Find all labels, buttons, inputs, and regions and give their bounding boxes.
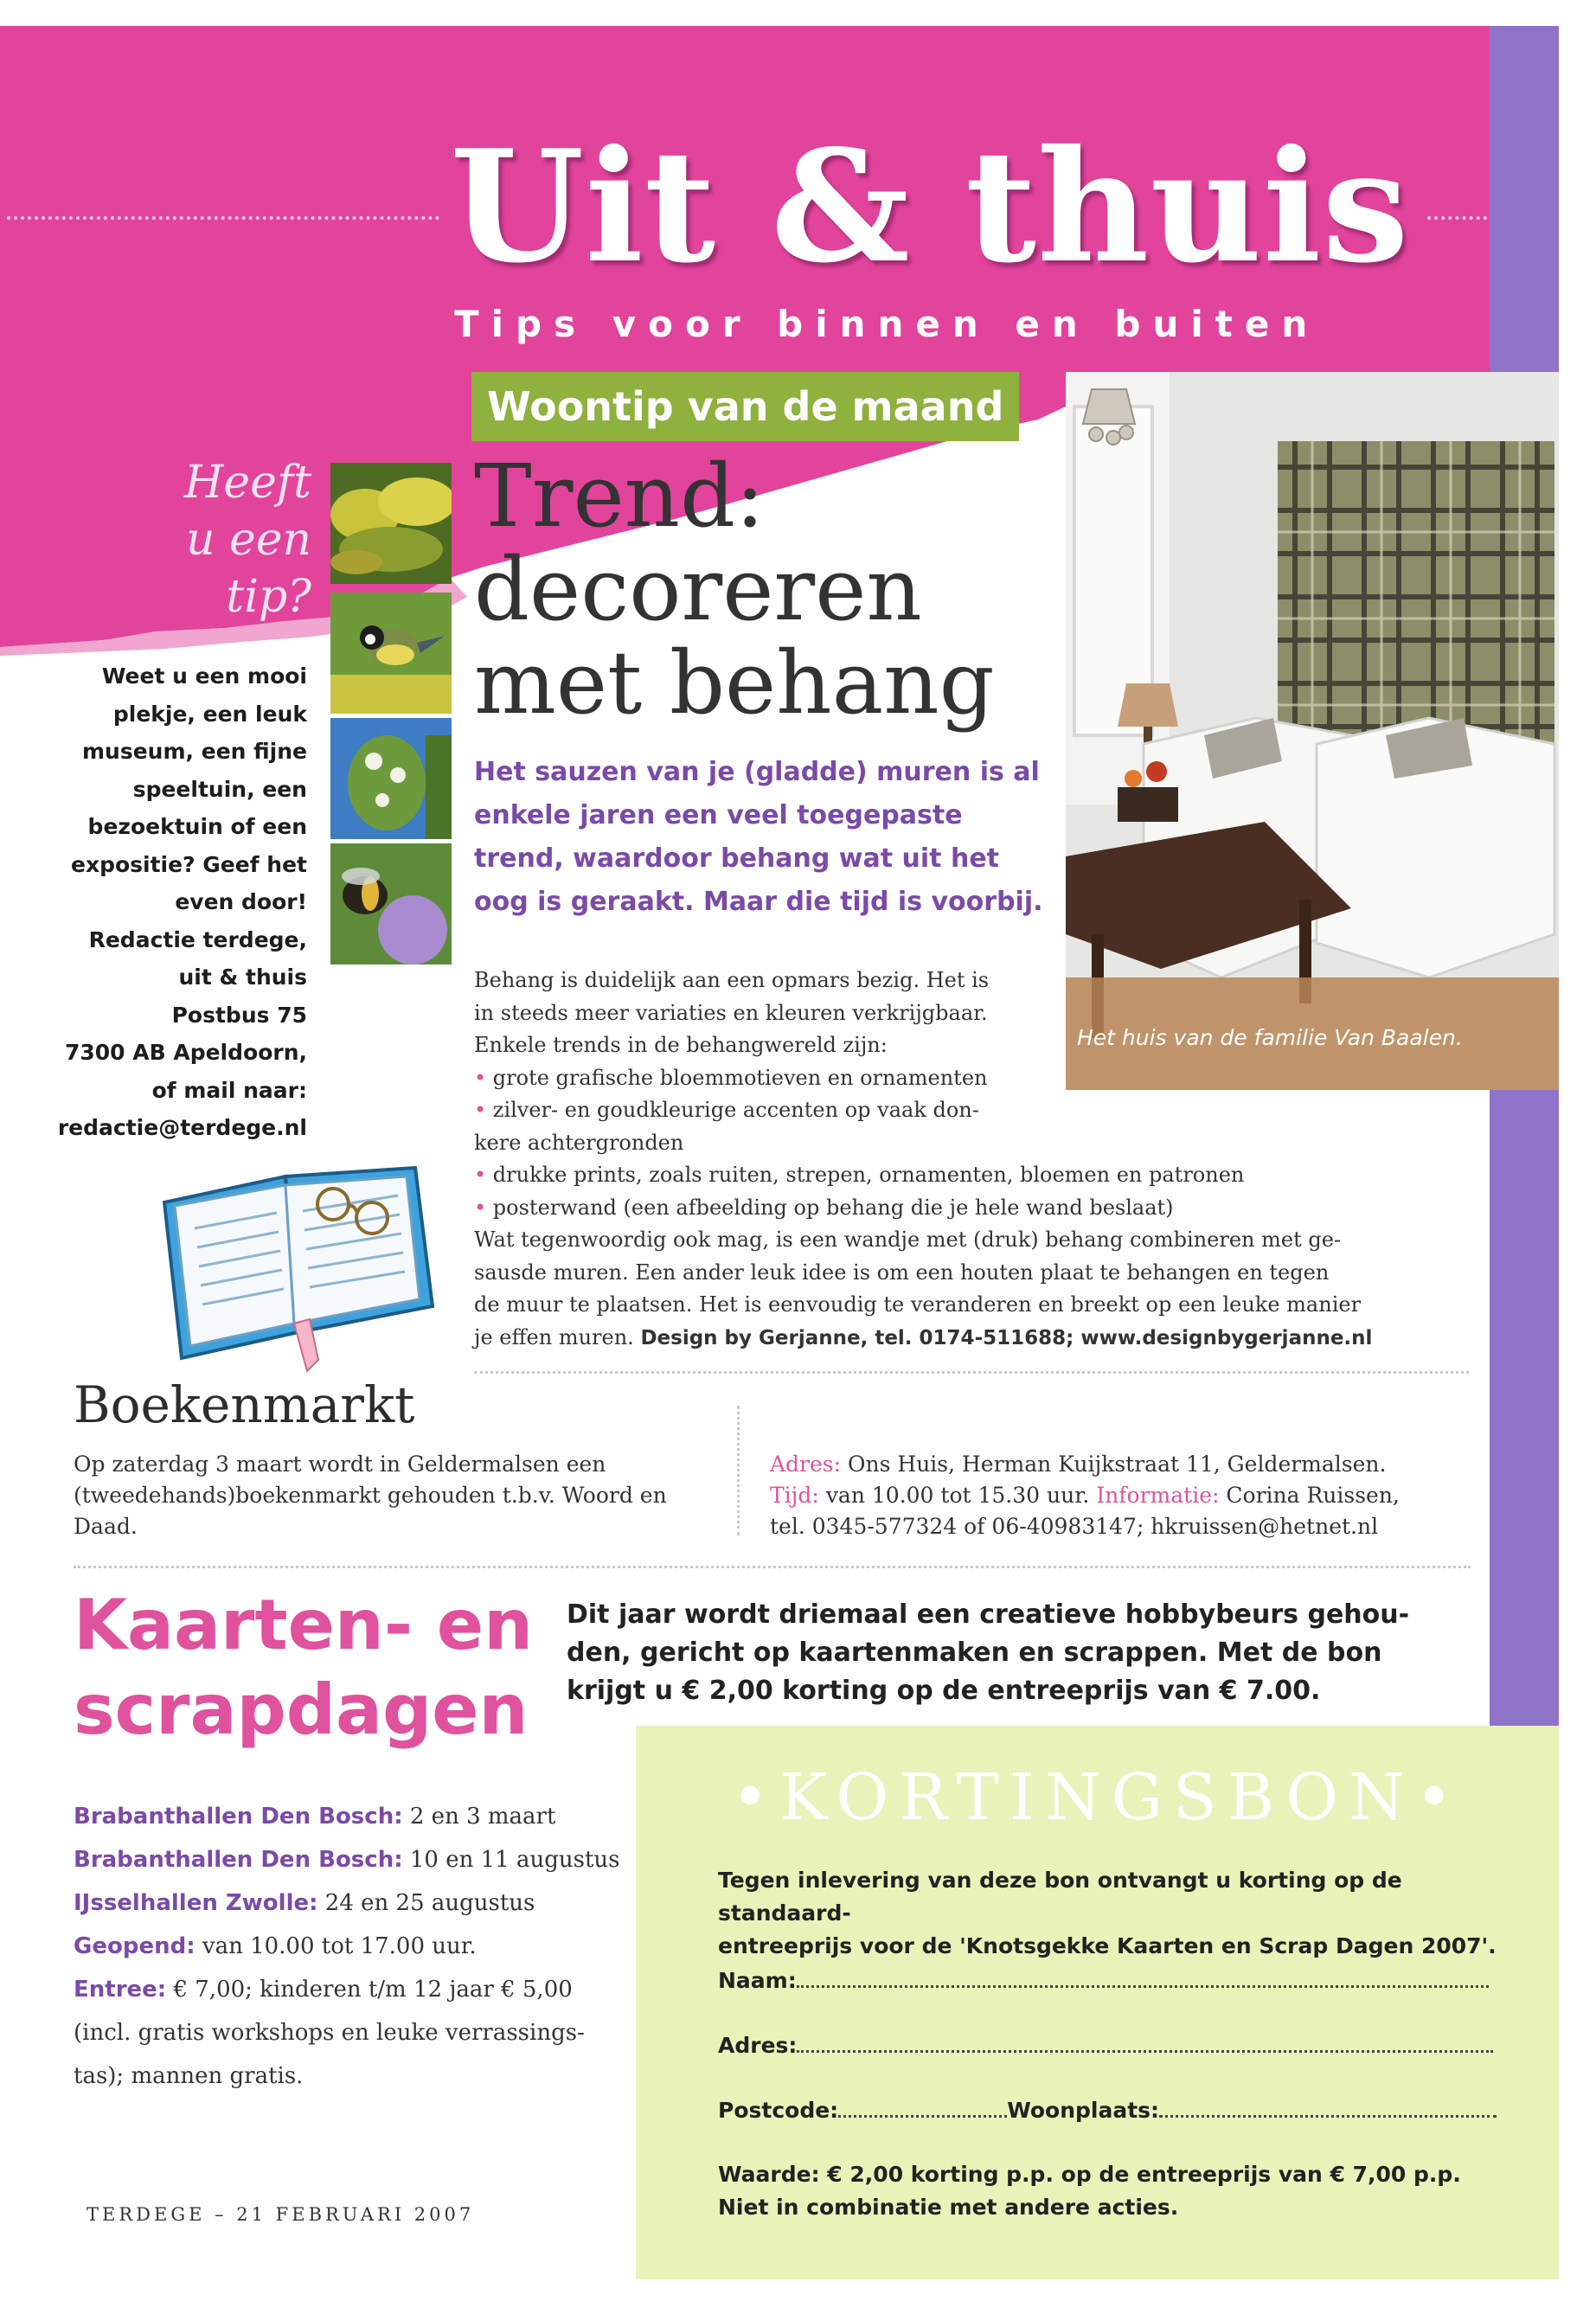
coupon-title: •KORTINGSBON• (731, 1760, 1464, 1835)
woonplaats-label: Woonplaats: (1007, 2098, 1160, 2123)
article-title-line: decoreren (474, 539, 922, 640)
date-row (74, 1968, 619, 2011)
info-label: Informatie: (1096, 1483, 1220, 1508)
header-dotted-rule-left (7, 216, 439, 220)
coupon-intro-line: entreeprijs voor de 'Knotsgekke Kaarten en Scrap Dagen 2007'. (718, 1933, 1497, 1958)
section-subtitle: Tips voor binnen en buiten (454, 303, 1320, 345)
time-row (770, 1480, 1400, 1511)
separator (474, 1371, 1469, 1374)
contact-line[interactable]: tel. 0345-577324 of 06-40983147; hkruissen@hetnet.nl (770, 1514, 1379, 1539)
date-value: 10 en 11 augustus (409, 1847, 620, 1873)
article-intro: Het sauzen van je (gladde) muren is al enkele jaren een veel toegepaste trend, waardoor behang wat uit het oog is geraakt. Maar die tijd is voorbij. (474, 757, 1043, 917)
address-value: Ons Huis, Herman Kuijkstraat 11, Geldermalsen. (848, 1452, 1387, 1477)
bullet-icon: • (474, 1195, 487, 1220)
tip-line: Postbus 75 (171, 1002, 307, 1028)
date-value: 24 en 25 augustus (324, 1890, 535, 1916)
name-label: Naam: (718, 1968, 797, 1993)
designer-credit: Design by Gerjanne, tel. 0174-511688; www.designbygerjanne.nl (640, 1326, 1373, 1349)
bullet-text: drukke prints, zoals ruiten, strepen, ornamenten, bloemen en patronen (492, 1163, 1245, 1187)
tip-line: Redactie terdege, (88, 926, 307, 952)
tip-line: even door! (175, 889, 307, 914)
date-value: € 7,00; kinderen t/m 12 jaar € 5,00 (173, 1977, 573, 2003)
bullet-text: zilver- en goudkleurige accenten op vaak don- (492, 1098, 979, 1122)
boekenmarkt-line: Daad. (74, 1514, 138, 1539)
boekenmarkt-line: (tweedehands)boekenmarkt gehouden t.b.v. Woord en (74, 1483, 667, 1508)
tip-line: uit & thuis (178, 965, 307, 990)
date-row (74, 1838, 619, 1881)
address-label: Adres: (770, 1452, 842, 1477)
bullet-icon: • (474, 1163, 487, 1187)
kaarten-intro-line: den, gericht op kaartenmaken en scrappen. Met de bon (567, 1638, 1382, 1668)
date-label: Entree: (74, 1977, 167, 2003)
body-line: Enkele trends in de behangwereld zijn: (474, 1033, 888, 1057)
kaarten-intro (567, 1596, 1432, 1710)
date-row (74, 1881, 619, 1925)
tip-line: bezoektuin of een (87, 814, 307, 839)
postcode-input-line[interactable] (838, 2114, 1007, 2118)
time-value: van 10.00 tot 15.30 uur. (825, 1483, 1090, 1508)
body-line: in steeds meer variaties en kleuren verkrijgbaar. (474, 1000, 988, 1025)
bumblebee-photo (330, 843, 452, 965)
bullet-text: posterwand (een afbeelding op behang die je hele wand beslaat) (492, 1195, 1174, 1220)
living-room-photo (1066, 372, 1559, 1090)
body-line: sausde muren. Een ander leuk idee is om een houten plaat te behangen en tegen (474, 1259, 1330, 1285)
date-label: Brabanthallen Den Bosch: (74, 1804, 403, 1830)
kaarten-intro-line: Dit jaar wordt driemaal een creatieve hobbybeurs gehou- (567, 1599, 1410, 1630)
kaarten-dates (74, 1795, 619, 2098)
boekenmarkt-title: Boekenmarkt (74, 1375, 415, 1434)
boekenmarkt-info (770, 1449, 1400, 1542)
tip-body (35, 657, 307, 1147)
tip-heading (130, 454, 311, 625)
kaarten-title-line: scrapdagen (74, 1670, 529, 1750)
address-label: Adres: (718, 2033, 798, 2058)
discount-coupon (636, 1726, 1559, 2279)
kaarten-extra-line: tas); mannen gratis. (74, 2063, 304, 2089)
article-title-line: met behang (474, 632, 995, 734)
page-footer: TERDEGE – 21 FEBRUARI 2007 (87, 2204, 475, 2225)
section-title: Uit & thuis (450, 116, 1410, 297)
coupon-address-field (718, 2033, 1493, 2058)
date-value: 2 en 3 maart (409, 1804, 556, 1830)
body-line-text: je effen muren. (474, 1324, 634, 1349)
date-value: van 10.00 tot 17.00 uur. (202, 1933, 477, 1959)
address-input-line[interactable] (797, 2049, 1493, 2053)
coupon-value-line: Waarde: € 2,00 korting p.p. op de entreeprijs van € 7,00 p.p. (718, 2162, 1461, 2187)
date-label: Brabanthallen Den Bosch: (74, 1847, 403, 1873)
woonplaats-input-line[interactable] (1159, 2114, 1497, 2118)
body-line: de muur te plaatsen. Het is eenvoudig te veranderen en breekt op een leuke manier (474, 1292, 1362, 1317)
coupon-value-line: Niet in combinatie met andere acties. (718, 2195, 1179, 2220)
trend-bullet (474, 1159, 1372, 1192)
body-line (474, 1322, 1372, 1356)
name-input-line[interactable] (797, 1984, 1489, 1988)
article-title-line: Trend: (474, 445, 765, 547)
tip-line: of mail naar: (151, 1077, 307, 1103)
tip-line: Weet u een mooi (101, 663, 307, 689)
date-row (74, 1925, 619, 1968)
bullet-icon: • (474, 1065, 487, 1090)
trend-bullet (474, 1192, 1372, 1225)
blue-sky-flowers-photo (330, 718, 452, 839)
coupon-intro-line: Tegen inlevering van deze bon ontvangt u korting op de standaard- (718, 1868, 1402, 1926)
tip-heading-line: Heeft (183, 457, 311, 509)
tip-line: museum, een fijne (82, 739, 307, 764)
body-line: Behang is duidelijk aan een opmars bezig. Het is (474, 968, 990, 992)
date-label: IJsselhallen Zwolle: (74, 1890, 318, 1916)
chandelier (1083, 389, 1135, 445)
article-title (474, 445, 995, 734)
coupon-name-field (718, 1968, 1489, 1993)
kaarten-title-line: Kaarten- en (74, 1585, 534, 1665)
coupon-postcode-field (718, 2098, 1497, 2123)
date-label: Geopend: (74, 1933, 195, 1959)
info-value: Corina Ruissen, (1226, 1483, 1400, 1508)
time-label: Tijd: (770, 1483, 819, 1508)
tip-line: plekje, een leuk (112, 701, 307, 727)
address-row (770, 1449, 1400, 1480)
tip-heading-line: tip? (226, 571, 311, 623)
bullet-text: grote grafische bloemmotieven en ornamenten (492, 1065, 988, 1090)
kaarten-intro-line: krijgt u € 2,00 korting op de entreeprijs van € 7.00. (567, 1676, 1321, 1706)
bullet-icon: • (474, 1098, 487, 1122)
kaarten-title (74, 1583, 533, 1753)
coupon-intro (718, 1864, 1522, 1963)
bullet-continuation: kere achtergronden (474, 1130, 684, 1155)
tip-line: speeltuin, een (132, 776, 307, 802)
date-row (74, 1795, 619, 1838)
yellow-flowers-photo (330, 463, 452, 584)
bird-photo (330, 593, 452, 714)
kaarten-extra-line: (incl. gratis workshops en leuke verrassings- (74, 2020, 585, 2046)
vertical-divider (737, 1406, 740, 1535)
boekenmarkt-line: Op zaterdag 3 maart wordt in Geldermalsen een (74, 1452, 606, 1477)
body-line: Wat tegenwoordig ook mag, is een wandje met (druk) behang combineren met ge- (474, 1227, 1342, 1252)
photo-caption: Het huis van de familie Van Baalen. (1077, 1025, 1463, 1050)
woontip-label: Woontip van de maand (471, 372, 1019, 441)
open-book-illustration (156, 1150, 441, 1375)
coupon-value (718, 2158, 1522, 2224)
boekenmarkt-text (74, 1449, 731, 1542)
postcode-label: Postcode: (718, 2098, 839, 2123)
tip-heading-line: u een (185, 514, 311, 566)
tip-line: expositie? Geef het (71, 851, 307, 877)
trend-bullet (474, 1094, 1372, 1127)
tip-email[interactable]: redactie@terdege.nl (57, 1115, 307, 1140)
tip-line: 7300 AB Apeldoorn, (64, 1040, 307, 1065)
separator (74, 1566, 1471, 1568)
